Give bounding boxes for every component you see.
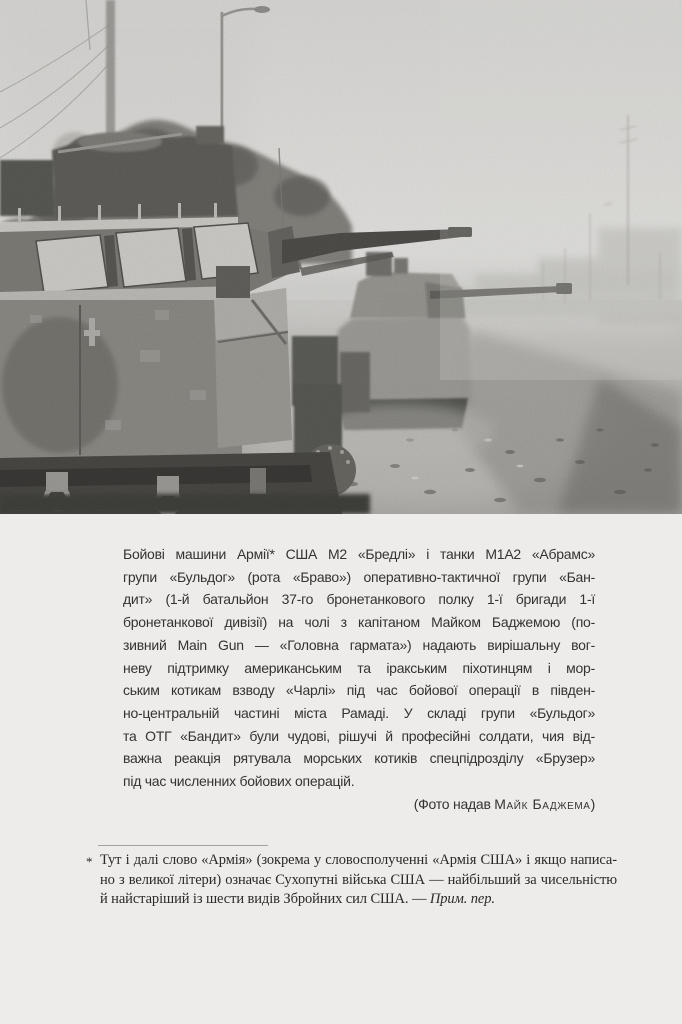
photo-credit — [123, 793, 595, 816]
caption-line: групи «Бульдог» (рота «Браво») оперативно-тактичної групи «Бан- — [123, 568, 595, 585]
photo-caption — [123, 543, 595, 815]
caption-line: бронетанкової дивізії) на чолі з капітаном Майком Баджемою (по- — [123, 614, 595, 631]
caption-line: ським котикам взводу «Чарлі» під час бойової операції в півден- — [123, 682, 595, 699]
translator-note: Прим. пер. — [429, 891, 495, 907]
footnote-rule — [98, 845, 268, 846]
footnote — [86, 851, 617, 910]
caption-line: Бойові машини Армії* США М2 «Бредлі» і танки М1А2 «Абрамс» — [123, 546, 595, 562]
caption-line: під час численних бойових операцій. — [123, 773, 355, 790]
footnote-line — [100, 890, 617, 910]
footnote-lines — [100, 851, 617, 890]
caption-line: та ОТГ «Бандит» були чудові, рішучі й професійні солдати, чия від- — [123, 727, 595, 744]
caption-line: важна реакція рятувала морських котиків спецпідрозділу «Брузер» — [123, 750, 595, 767]
footnote-marker: * — [86, 854, 93, 869]
credit-name: Майк Баджема — [494, 795, 591, 812]
footnote-body — [100, 851, 617, 910]
footnote-line: Тут і далі слово «Армія» (зокрема у словосполученні «Армія США» і якщо написа- — [100, 852, 617, 868]
credit-suffix: ) — [590, 795, 595, 812]
caption-line: неву підтримку американським та іракським піхотинцям і мор- — [123, 659, 595, 676]
caption-line: но-центральній частині міста Рамаді. У складі групи «Бульдог» — [123, 704, 595, 721]
caption-line: зивний Main Gun — «Головна гармата») надають вирішальну вог- — [123, 636, 595, 653]
footnote-last-text: й найстаріший із шести видів Збройних сил США. — — [100, 891, 430, 907]
caption-lines — [123, 543, 595, 793]
caption-line: дит» (1-й батальйон 37-го бронетанкового полку 1-ї бригади 1-ї — [123, 591, 595, 608]
footnote-line: но з великої літери) означає Сухопутні війська США — найбільший за чисельністю — [100, 871, 617, 888]
credit-prefix: (Фото надав — [413, 795, 495, 812]
